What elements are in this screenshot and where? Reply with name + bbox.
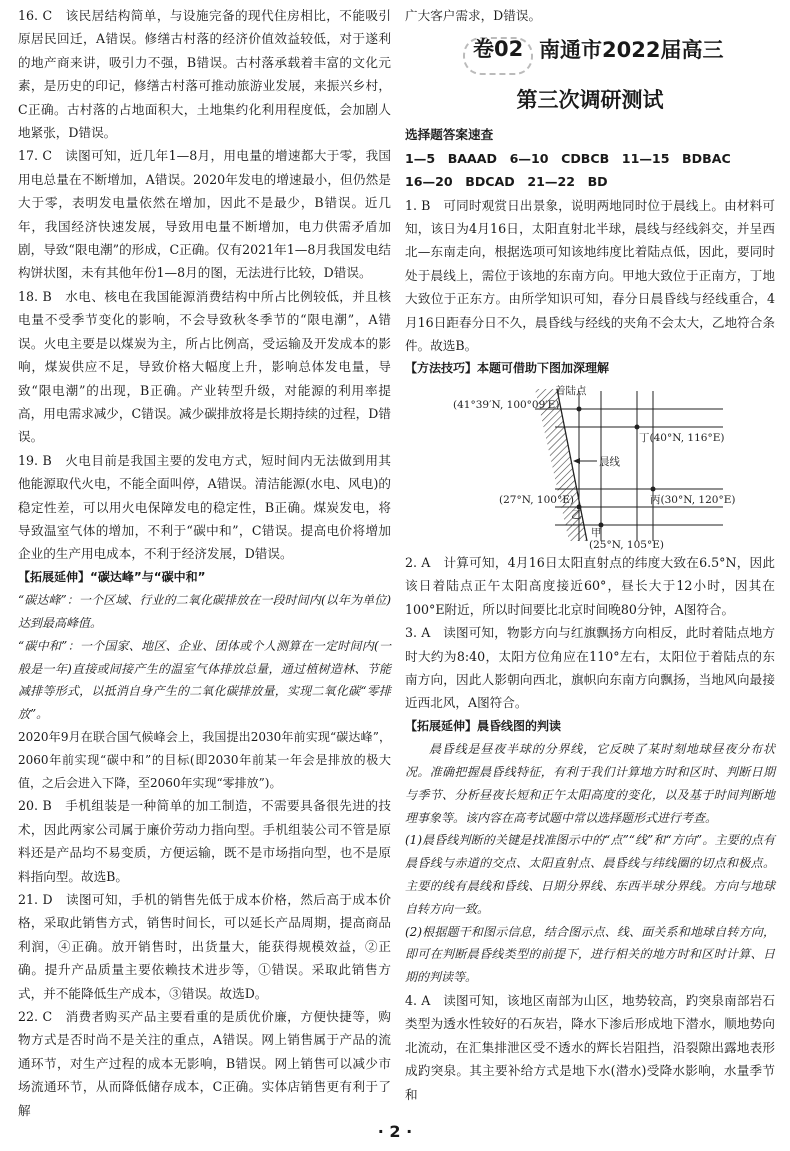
answer-21: 21. D 读图可知，手机的销售先低于成本价格，然后高于成本价格，采取此销售方式，销售时间长，可以延长产品周期，提高商品利润，④正确。放开销售时，出货量大，能获得规模效益，②正确。提升产品质量主要依赖技术进步等，①错误。采取此销售方式，并不能降低生产成本，③错误。故选D。 bbox=[18, 891, 391, 1001]
exam-title-row bbox=[405, 31, 775, 77]
point-bing bbox=[651, 486, 656, 491]
answer-20: 20. B 手机组装是一种简单的加工制造，不需要具备很先进的技术，因此两家公司属于廉价劳动力指向型。手机组装公司不管是原料还是产品均不易变质，方便运输，既不是市场指向型，也不是原料指向型。故选B。 bbox=[18, 798, 391, 884]
answer-1: 1. B 可同时观赏日出景象，说明两地同时位于晨线上。由材料可知，该日为4月16日，太阳直射北半球，晨线与经线斜交，并呈西北—东南走向，根据选项可知该地纬度比着陆点低，因此，要同时处于晨线上，需位于该地的东南方向。甲地大致位于正南方，丁地大致位于正东方。由所学知识可知，春分日晨昏线与经线重合，4月16日距春分日不久，晨昏线与经线的夹角不会太大，乙地符合条件。故选B。 bbox=[405, 197, 775, 354]
extension-heading-carbon: 【拓展延伸】“碳达峰”与“碳中和” bbox=[18, 569, 206, 584]
extension-terminator-intro: 晨昏线是昼夜半球的分界线，它反映了某时刻地球昼夜分布状况。准确把握晨昏线特征，有利于我们计算地方时和区时、判断日期与季节、分析昼夜长短和正午太阳高度的变化，以及基于时间判断地理事象等。该内容在高考试题中常以选择题形式进行考查。 bbox=[405, 742, 775, 825]
answer-19: 19. B 火电目前是我国主要的发电方式，短时间内无法做到用其他能源取代火电，不能全面叫停，A错误。清洁能源(水电、风电)的稳定性差，可以用火电保障发电的稳定性，B正确。煤炭发电，将导致温室气体的增加，不利于“碳中和”，C错误。提高电价将增加企业的生产用电成本，不利于经济发展，D错误。 bbox=[18, 452, 391, 562]
exam-title: 南通市2022届高三 bbox=[539, 38, 724, 63]
label-morning-line: 晨线 bbox=[599, 455, 620, 468]
extension-carbon-neutral: “碳中和”：一个国家、地区、企业、团体或个人测算在一定时间内(一般是一年)直接或间接产生的温室气体排放总量，通过植树造林、节能减排等形式，以抵消自身产生的二氧化碳排放量，实现二氧化碳“零排放”。 bbox=[18, 638, 391, 722]
left-column bbox=[18, 4, 391, 1122]
morning-line-arrowhead bbox=[573, 458, 580, 464]
label-ding: 丁(40°N, 116°E) bbox=[639, 431, 725, 444]
answer-3: 3. A 读图可知，物影方向与红旗飘扬方向相反，此时着陆点地方时大约为8:40，太阳方位角应在110°左右，太阳位于着陆点的东南方向，因此人影朝向西北，旗帜向东南方向飘扬，当地风向最接近西北风，A图符合。 bbox=[405, 625, 775, 711]
answer-17: 17. C 读图可知，近几年1—8月，用电量的增速都大于零，我国用电总量在不断增加，A错误。2020年发电的增速最小，但仍然是大于零，表明发电量依然在增加，因此不是最少，B错误。近几年，我国经济快速发展，导致用电量不断增加，电力供需矛盾加剧，导致“限电潮”的形成，C正确。仅有2021年1—8月我国发电结构饼状图，未有其他年份1—8月的图，无法进行比较，D错误。 bbox=[18, 148, 391, 281]
quick-answers-line-2: 16—20 BDCAD 21—22 BD bbox=[405, 174, 608, 190]
volume-label: 卷02 bbox=[473, 37, 524, 62]
label-yi-coords: (27°N, 100°E) bbox=[499, 493, 574, 506]
label-jia: 甲 bbox=[591, 526, 602, 539]
exam-subtitle: 第三次调研测试 bbox=[516, 88, 664, 113]
terminator-diagram bbox=[405, 381, 775, 551]
label-yi: 乙 bbox=[571, 508, 582, 521]
quick-answers-line-1: 1—5 BAAAD 6—10 CDBCB 11—15 BDBAC bbox=[405, 150, 731, 166]
point-landing bbox=[577, 406, 582, 411]
answer-2: 2. A 计算可知，4月16日太阳直射点的纬度大致在6.5°N，因此该日着陆点正午太阳高度接近60°，昼长大于12小时，因其在100°E附近，所以时间要比北京时间晚80分钟，A图符合。 bbox=[405, 554, 775, 617]
answer-22-continued: 广大客户需求，D错误。 bbox=[405, 8, 542, 23]
extension-carbon-goal: 2020年9月在联合国气候峰会上，我国提出2030年前实现“碳达峰”，2060年前实现“碳中和”的目标(即2030年前某一年会是排放的极大值，之后会进入下降，至2060年实现“零排放”)。 bbox=[18, 729, 391, 790]
extension-terminator-point-2: (2)根据题干和图示信息，结合图示点、线、面关系和地球自转方向，即可在判断晨昏线类型的前提下，进行相关的地方时和区时计算、日期的判读等。 bbox=[405, 924, 775, 985]
answer-22: 22. C 消费者购买产品主要看重的是质优价廉，方便快捷等，购物方式是否时尚不是关注的重点，A错误。网上销售属于产品的流通环节，对生产过程的成本无影响，B错误。网上销售可以减少市场流通环节，从而降低储存成本，C正确。实体店销售更有利于了解 bbox=[18, 1008, 391, 1118]
right-column bbox=[405, 4, 775, 1106]
method-heading: 【方法技巧】本题可借助下图加深理解 bbox=[405, 361, 610, 376]
answer-18: 18. B 水电、核电在我国能源消费结构中所占比例较低，并且核电量不受季节变化的影响，不会导致秋冬季节的“限电潮”，A错误。火电主要是以煤炭为主，所占比例高，受运输及开发成本的影响，煤炭供应不足，导致价格大幅度上升，影响总体发电量，导致“限电潮”的出现，B正确。产业转型升级，对能源的利用率提高，用电需求减少，C错误。减少碳排放将是长期持续的过程，D错误。 bbox=[18, 288, 391, 445]
label-landing-coords: (41°39′N, 100°09′E) bbox=[453, 398, 560, 411]
quick-answer-heading: 选择题答案速查 bbox=[405, 127, 494, 143]
page-number: · 2 · bbox=[377, 1122, 413, 1141]
label-jia-coords: (25°N, 105°E) bbox=[589, 538, 664, 551]
label-landing: 着陆点 bbox=[555, 384, 587, 397]
label-bing: 丙(30°N, 120°E) bbox=[650, 493, 736, 506]
answer-16: 16. C 该民居结构简单，与设施完备的现代住房相比，不能吸引原居民回迁，A错误。修缮古村落的经济价值效益较低，对于遂利的地产商来讲，吸引力不强，B错误。古村落承载着丰富的文化元素，是历史的印记，修缮古村落可推动旅游业发展，来振兴乡村，C正确。古村落的占地面积大，土地集约化利用程度低，会加剧人地紧张，D错误。 bbox=[18, 8, 391, 141]
point-ding bbox=[635, 424, 640, 429]
answer-4: 4. A 读图可知，该地区南部为山区，地势较高，趵突泉南部岩石类型为透水性较好的石灰岩，降水下渗后形成地下潜水，顺地势向北流动，在汇集排泄区受不透水的辉长岩阻挡，沿裂隙出露地表形成趵突泉。其主要补给方式是地下水(潜水)受降水影响，水量季节和 bbox=[405, 992, 775, 1102]
extension-heading-terminator: 【拓展延伸】晨昏线图的判读 bbox=[405, 718, 562, 733]
extension-terminator-point-1: (1)晨昏线判断的关键是找准图示中的“点”“线”和“方向”。主要的点有晨昏线与赤道的交点、太阳直射点、晨昏线与纬线圈的切点和极点。主要的线有晨线和昏线、日期分界线、东西半球分界线。方向与地球自转方向一致。 bbox=[405, 833, 775, 916]
extension-carbon-peak: “碳达峰”：一个区域、行业的二氧化碳排放在一段时间内(以年为单位)达到最高峰值。 bbox=[18, 593, 391, 630]
